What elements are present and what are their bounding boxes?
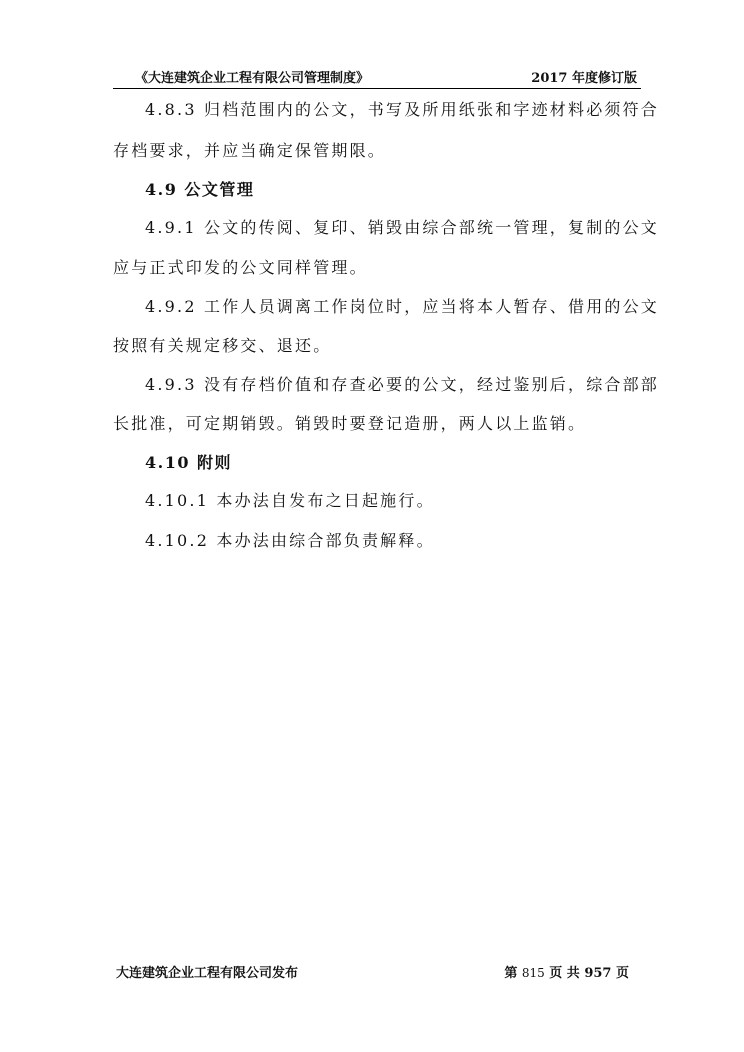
section-heading-4-9: 4.9 公文管理 (145, 180, 255, 199)
page-counter (504, 962, 629, 981)
section-heading-4-10: 4.10 附则 (145, 453, 233, 472)
publisher-label: 大连建筑企业工程有限公司发布 (116, 966, 299, 981)
document-version: 2017 年度修订版 (531, 71, 637, 86)
page-footer (113, 962, 641, 982)
page-current: 815 (521, 966, 545, 980)
page-middle: 页 共 (544, 966, 585, 981)
paragraph-4-9-2-line-1: 4.9.2 工作人员调离工作岗位时，应当将本人暂存、借用的公文 (145, 297, 659, 316)
paragraph-4-10-1: 4.10.1 本办法自发布之日起施行。 (145, 491, 435, 510)
paragraph-4-9-1-line-1: 4.9.1 公文的传阅、复印、销毁由综合部统一管理，复制的公文 (145, 218, 659, 237)
page-prefix: 第 (504, 966, 522, 981)
page-total: 957 (584, 966, 612, 981)
page-suffix: 页 (611, 966, 629, 981)
paragraph-4-8-3-line-2: 存档要求，并应当确定保管期限。 (113, 141, 387, 160)
page-header (113, 66, 641, 89)
paragraph-4-8-3-line-1: 4.8.3 归档范围内的公文，书写及所用纸张和字迹材料必须符合 (145, 100, 659, 119)
paragraph-4-10-2: 4.10.2 本办法由综合部负责解释。 (145, 531, 435, 550)
paragraph-4-9-3-line-1: 4.9.3 没有存档价值和存查必要的公文，经过鉴别后，综合部部 (145, 375, 659, 394)
paragraph-4-9-3-line-2: 长批准，可定期销毁。销毁时要登记造册，两人以上监销。 (113, 414, 587, 433)
paragraph-4-9-1-line-2: 应与正式印发的公文同样管理。 (113, 258, 368, 277)
paragraph-4-9-2-line-2: 按照有关规定移交、退还。 (113, 336, 332, 355)
document-title: 《大连建筑企业工程有限公司管理制度》 (135, 71, 370, 86)
